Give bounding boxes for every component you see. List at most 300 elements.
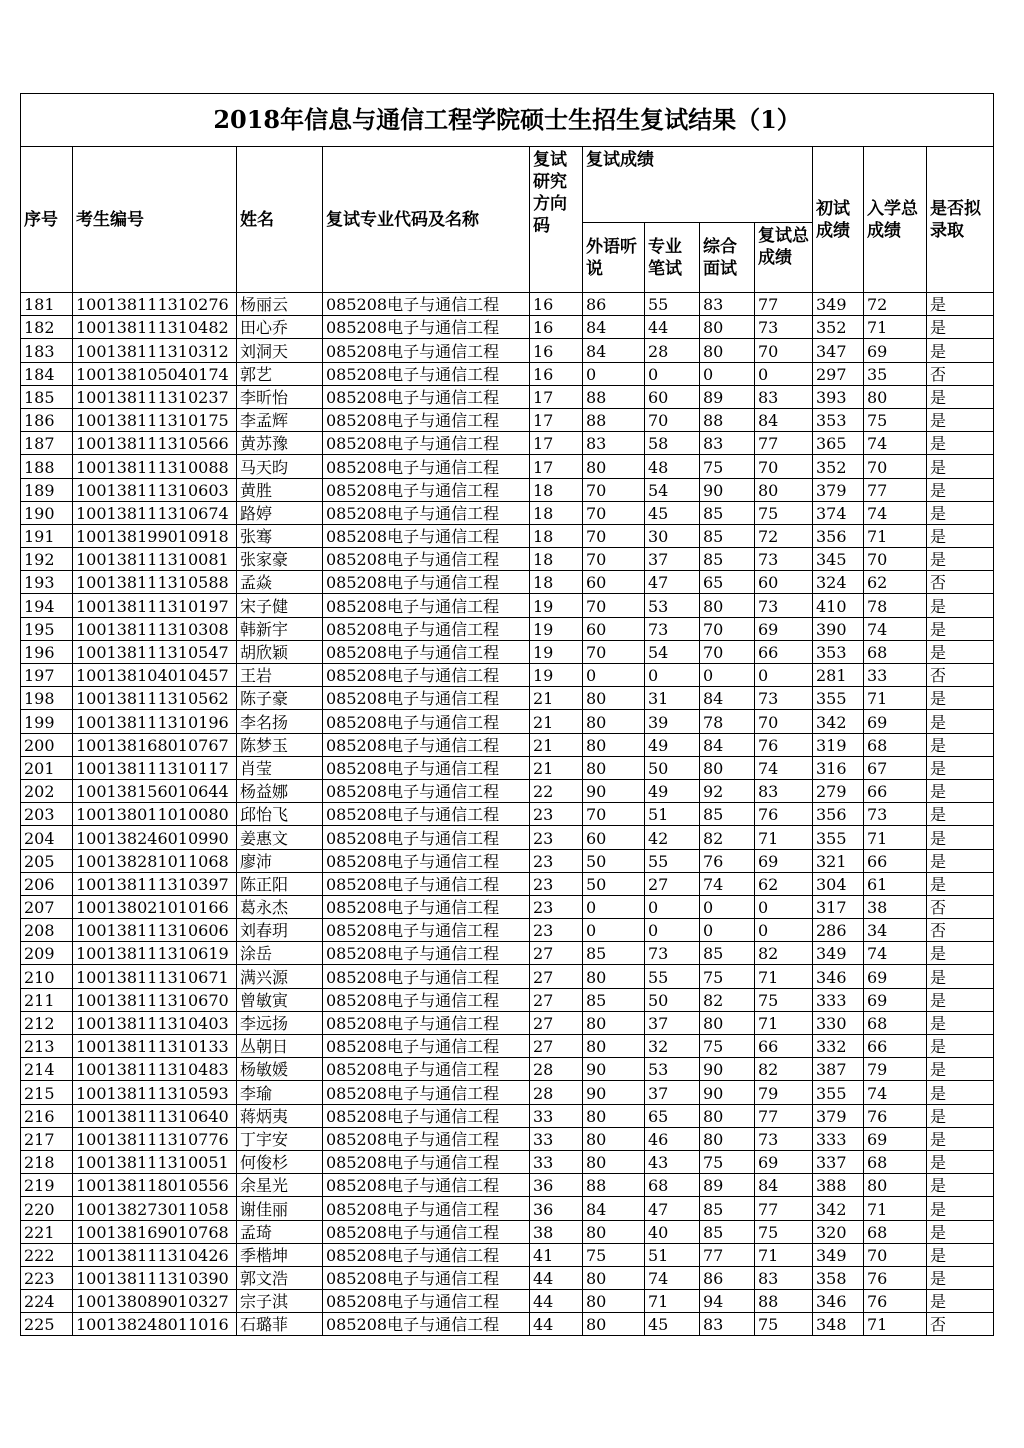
table-body: [21, 293, 994, 1336]
cell-interview: 75: [700, 1150, 755, 1173]
cell-exam-id: 100138111310088: [73, 455, 237, 478]
table-row: [21, 1266, 994, 1289]
table-row: [21, 803, 994, 826]
cell-direction: 41: [530, 1243, 583, 1266]
cell-admission-total: 78: [864, 594, 927, 617]
cell-name: 李远扬: [237, 1011, 323, 1034]
cell-direction: 44: [530, 1290, 583, 1313]
cell-major-written: 53: [645, 594, 700, 617]
cell-major-written: 43: [645, 1150, 700, 1173]
table-row: [21, 293, 994, 316]
cell-exam-id: 100138111310562: [73, 687, 237, 710]
cell-prelim: 388: [813, 1174, 864, 1197]
cell-interview: 85: [700, 1220, 755, 1243]
table-row: [21, 339, 994, 362]
cell-prelim: 410: [813, 594, 864, 617]
cell-prelim: 393: [813, 385, 864, 408]
cell-name: 宋子健: [237, 594, 323, 617]
cell-direction: 27: [530, 988, 583, 1011]
cell-major: 085208电子与通信工程: [323, 1197, 530, 1220]
cell-foreign-listen: 70: [583, 640, 645, 663]
cell-major: 085208电子与通信工程: [323, 664, 530, 687]
cell-seq: 199: [21, 710, 73, 733]
cell-foreign-listen: 70: [583, 803, 645, 826]
cell-interview: 0: [700, 664, 755, 687]
cell-retest-total: 71: [755, 1011, 813, 1034]
cell-admission-total: 76: [864, 1290, 927, 1313]
cell-prelim: 332: [813, 1035, 864, 1058]
header-foreign-listen: 外语听说: [583, 223, 645, 293]
cell-seq: 201: [21, 756, 73, 779]
cell-major: 085208电子与通信工程: [323, 1266, 530, 1289]
cell-exam-id: 100138111310237: [73, 385, 237, 408]
cell-name: 肖莹: [237, 756, 323, 779]
cell-name: 孟琦: [237, 1220, 323, 1243]
cell-interview: 75: [700, 455, 755, 478]
cell-prelim: 337: [813, 1150, 864, 1173]
cell-major: 085208电子与通信工程: [323, 478, 530, 501]
cell-exam-id: 100138111310593: [73, 1081, 237, 1104]
cell-interview: 82: [700, 988, 755, 1011]
cell-direction: 44: [530, 1266, 583, 1289]
cell-exam-id: 100138111310390: [73, 1266, 237, 1289]
cell-exam-id: 100138089010327: [73, 1290, 237, 1313]
cell-interview: 0: [700, 895, 755, 918]
cell-interview: 78: [700, 710, 755, 733]
cell-foreign-listen: 75: [583, 1243, 645, 1266]
cell-exam-id: 100138111310674: [73, 501, 237, 524]
cell-admit: 是: [927, 687, 994, 710]
cell-retest-total: 0: [755, 664, 813, 687]
cell-admit: 是: [927, 1081, 994, 1104]
cell-interview: 83: [700, 293, 755, 316]
cell-prelim: 342: [813, 710, 864, 733]
cell-major-written: 40: [645, 1220, 700, 1243]
cell-name: 丛朝日: [237, 1035, 323, 1058]
cell-seq: 186: [21, 408, 73, 431]
cell-prelim: 356: [813, 803, 864, 826]
cell-seq: 214: [21, 1058, 73, 1081]
cell-exam-id: 100138111310308: [73, 617, 237, 640]
cell-exam-id: 100138111310397: [73, 872, 237, 895]
cell-major: 085208电子与通信工程: [323, 1081, 530, 1104]
cell-retest-total: 71: [755, 965, 813, 988]
cell-prelim: 321: [813, 849, 864, 872]
cell-direction: 27: [530, 942, 583, 965]
cell-major: 085208电子与通信工程: [323, 826, 530, 849]
cell-major-written: 47: [645, 571, 700, 594]
cell-major: 085208电子与通信工程: [323, 1243, 530, 1266]
cell-major-written: 32: [645, 1035, 700, 1058]
page-title: 2018年信息与通信工程学院硕士生招生复试结果（1）: [21, 94, 994, 147]
cell-prelim: 356: [813, 524, 864, 547]
cell-interview: 92: [700, 779, 755, 802]
cell-prelim: 353: [813, 640, 864, 663]
cell-direction: 16: [530, 362, 583, 385]
cell-foreign-listen: 80: [583, 710, 645, 733]
cell-admission-total: 71: [864, 826, 927, 849]
cell-direction: 17: [530, 408, 583, 431]
cell-admission-total: 76: [864, 1104, 927, 1127]
cell-prelim: 379: [813, 478, 864, 501]
cell-direction: 18: [530, 548, 583, 571]
cell-major: 085208电子与通信工程: [323, 1174, 530, 1197]
cell-major: 085208电子与通信工程: [323, 501, 530, 524]
cell-interview: 84: [700, 733, 755, 756]
cell-seq: 198: [21, 687, 73, 710]
header-major: 复试专业代码及名称: [323, 147, 530, 293]
results-table: [20, 93, 994, 1336]
cell-retest-total: 72: [755, 524, 813, 547]
cell-name: 刘春玥: [237, 919, 323, 942]
cell-name: 廖沛: [237, 849, 323, 872]
cell-major: 085208电子与通信工程: [323, 1313, 530, 1336]
cell-admission-total: 71: [864, 1313, 927, 1336]
cell-major-written: 44: [645, 316, 700, 339]
cell-major: 085208电子与通信工程: [323, 362, 530, 385]
cell-name: 张骞: [237, 524, 323, 547]
table-row: [21, 478, 994, 501]
table-row: [21, 710, 994, 733]
cell-major: 085208电子与通信工程: [323, 1035, 530, 1058]
cell-major-written: 73: [645, 617, 700, 640]
cell-major: 085208电子与通信工程: [323, 803, 530, 826]
cell-direction: 23: [530, 895, 583, 918]
cell-name: 刘洞天: [237, 339, 323, 362]
cell-major-written: 55: [645, 293, 700, 316]
cell-admission-total: 68: [864, 1220, 927, 1243]
cell-prelim: 279: [813, 779, 864, 802]
cell-direction: 19: [530, 664, 583, 687]
cell-admit: 是: [927, 1058, 994, 1081]
cell-major-written: 51: [645, 1243, 700, 1266]
cell-major-written: 0: [645, 919, 700, 942]
cell-admit: 是: [927, 826, 994, 849]
cell-foreign-listen: 80: [583, 1313, 645, 1336]
cell-foreign-listen: 83: [583, 432, 645, 455]
cell-exam-id: 100138111310566: [73, 432, 237, 455]
cell-foreign-listen: 85: [583, 988, 645, 1011]
cell-foreign-listen: 0: [583, 362, 645, 385]
cell-major-written: 28: [645, 339, 700, 362]
cell-name: 石璐菲: [237, 1313, 323, 1336]
cell-direction: 16: [530, 339, 583, 362]
cell-foreign-listen: 80: [583, 687, 645, 710]
cell-major: 085208电子与通信工程: [323, 617, 530, 640]
cell-seq: 221: [21, 1220, 73, 1243]
cell-interview: 80: [700, 756, 755, 779]
cell-retest-total: 69: [755, 849, 813, 872]
cell-direction: 33: [530, 1150, 583, 1173]
cell-major: 085208电子与通信工程: [323, 385, 530, 408]
table-row: [21, 1243, 994, 1266]
cell-major-written: 55: [645, 965, 700, 988]
cell-admission-total: 68: [864, 733, 927, 756]
cell-prelim: 346: [813, 965, 864, 988]
cell-seq: 211: [21, 988, 73, 1011]
cell-retest-total: 75: [755, 1220, 813, 1243]
cell-seq: 203: [21, 803, 73, 826]
cell-prelim: 330: [813, 1011, 864, 1034]
cell-major: 085208电子与通信工程: [323, 965, 530, 988]
cell-admission-total: 74: [864, 942, 927, 965]
cell-retest-total: 77: [755, 293, 813, 316]
table-row: [21, 756, 994, 779]
cell-name: 陈子豪: [237, 687, 323, 710]
table-row: [21, 524, 994, 547]
cell-major: 085208电子与通信工程: [323, 293, 530, 316]
cell-major: 085208电子与通信工程: [323, 1058, 530, 1081]
cell-admit: 是: [927, 640, 994, 663]
cell-major-written: 0: [645, 895, 700, 918]
cell-foreign-listen: 60: [583, 571, 645, 594]
cell-prelim: 333: [813, 1127, 864, 1150]
cell-admit: 是: [927, 432, 994, 455]
table-row: [21, 1290, 994, 1313]
header-retest-scores: 复试成绩: [583, 147, 813, 223]
cell-admission-total: 80: [864, 385, 927, 408]
cell-name: 曾敏寅: [237, 988, 323, 1011]
cell-major-written: 49: [645, 779, 700, 802]
header-direction: 复试研究方向码: [530, 147, 583, 293]
cell-foreign-listen: 60: [583, 826, 645, 849]
cell-admission-total: 74: [864, 501, 927, 524]
cell-interview: 83: [700, 1313, 755, 1336]
cell-exam-id: 100138111310197: [73, 594, 237, 617]
cell-seq: 183: [21, 339, 73, 362]
cell-major: 085208电子与通信工程: [323, 455, 530, 478]
cell-name: 蒋炳夷: [237, 1104, 323, 1127]
cell-foreign-listen: 80: [583, 1104, 645, 1127]
table-row: [21, 1081, 994, 1104]
cell-exam-id: 100138111310603: [73, 478, 237, 501]
cell-direction: 17: [530, 455, 583, 478]
cell-seq: 192: [21, 548, 73, 571]
cell-direction: 33: [530, 1127, 583, 1150]
cell-admit: 是: [927, 756, 994, 779]
cell-retest-total: 79: [755, 1081, 813, 1104]
cell-interview: 85: [700, 803, 755, 826]
cell-retest-total: 75: [755, 988, 813, 1011]
table-row: [21, 1127, 994, 1150]
cell-direction: 36: [530, 1197, 583, 1220]
cell-admit: 是: [927, 524, 994, 547]
cell-exam-id: 100138111310483: [73, 1058, 237, 1081]
cell-foreign-listen: 80: [583, 1220, 645, 1243]
cell-exam-id: 100138111310588: [73, 571, 237, 594]
cell-foreign-listen: 86: [583, 293, 645, 316]
cell-direction: 27: [530, 1035, 583, 1058]
cell-major: 085208电子与通信工程: [323, 524, 530, 547]
cell-admission-total: 68: [864, 1011, 927, 1034]
cell-name: 姜惠文: [237, 826, 323, 849]
cell-exam-id: 100138111310671: [73, 965, 237, 988]
cell-major: 085208电子与通信工程: [323, 1011, 530, 1034]
cell-foreign-listen: 80: [583, 1035, 645, 1058]
cell-admit: 是: [927, 965, 994, 988]
cell-seq: 218: [21, 1150, 73, 1173]
cell-exam-id: 100138111310051: [73, 1150, 237, 1173]
cell-major: 085208电子与通信工程: [323, 942, 530, 965]
cell-admission-total: 68: [864, 640, 927, 663]
cell-foreign-listen: 80: [583, 756, 645, 779]
cell-seq: 222: [21, 1243, 73, 1266]
cell-major: 085208电子与通信工程: [323, 640, 530, 663]
cell-retest-total: 77: [755, 432, 813, 455]
cell-interview: 82: [700, 826, 755, 849]
cell-admit: 是: [927, 385, 994, 408]
cell-direction: 18: [530, 524, 583, 547]
cell-direction: 28: [530, 1081, 583, 1104]
cell-seq: 209: [21, 942, 73, 965]
cell-direction: 27: [530, 1011, 583, 1034]
cell-retest-total: 75: [755, 501, 813, 524]
cell-retest-total: 0: [755, 895, 813, 918]
cell-interview: 85: [700, 942, 755, 965]
cell-foreign-listen: 80: [583, 965, 645, 988]
cell-seq: 213: [21, 1035, 73, 1058]
table-row: [21, 594, 994, 617]
cell-major: 085208电子与通信工程: [323, 339, 530, 362]
cell-seq: 185: [21, 385, 73, 408]
cell-admission-total: 77: [864, 478, 927, 501]
cell-exam-id: 100138246010990: [73, 826, 237, 849]
cell-admit: 是: [927, 1266, 994, 1289]
cell-prelim: 353: [813, 408, 864, 431]
table-row: [21, 988, 994, 1011]
cell-name: 杨益娜: [237, 779, 323, 802]
cell-major-written: 54: [645, 640, 700, 663]
cell-admit: 是: [927, 779, 994, 802]
cell-exam-id: 100138111310606: [73, 919, 237, 942]
cell-admission-total: 73: [864, 803, 927, 826]
table-row: [21, 919, 994, 942]
cell-foreign-listen: 90: [583, 1081, 645, 1104]
cell-major-written: 49: [645, 733, 700, 756]
cell-prelim: 297: [813, 362, 864, 385]
cell-name: 黄胜: [237, 478, 323, 501]
table-row: [21, 408, 994, 431]
cell-seq: 191: [21, 524, 73, 547]
cell-admit: 是: [927, 849, 994, 872]
cell-admission-total: 75: [864, 408, 927, 431]
header-exam-id: 考生编号: [73, 147, 237, 293]
cell-retest-total: 83: [755, 1266, 813, 1289]
cell-admit: 是: [927, 455, 994, 478]
cell-major-written: 39: [645, 710, 700, 733]
cell-name: 陈正阳: [237, 872, 323, 895]
table-row: [21, 664, 994, 687]
cell-exam-id: 100138199010918: [73, 524, 237, 547]
cell-seq: 181: [21, 293, 73, 316]
cell-major-written: 58: [645, 432, 700, 455]
cell-major-written: 50: [645, 988, 700, 1011]
cell-seq: 212: [21, 1011, 73, 1034]
cell-name: 何俊杉: [237, 1150, 323, 1173]
cell-name: 谢佳丽: [237, 1197, 323, 1220]
cell-admission-total: 70: [864, 1243, 927, 1266]
table-row: [21, 733, 994, 756]
table-row: [21, 1058, 994, 1081]
table-row: [21, 779, 994, 802]
cell-direction: 33: [530, 1104, 583, 1127]
cell-seq: 195: [21, 617, 73, 640]
cell-foreign-listen: 70: [583, 524, 645, 547]
cell-foreign-listen: 60: [583, 617, 645, 640]
cell-major-written: 30: [645, 524, 700, 547]
header-name: 姓名: [237, 147, 323, 293]
cell-major-written: 37: [645, 1011, 700, 1034]
cell-seq: 215: [21, 1081, 73, 1104]
cell-foreign-listen: 88: [583, 1174, 645, 1197]
cell-prelim: 365: [813, 432, 864, 455]
cell-interview: 86: [700, 1266, 755, 1289]
cell-admit: 是: [927, 942, 994, 965]
cell-prelim: 304: [813, 872, 864, 895]
cell-prelim: 358: [813, 1266, 864, 1289]
cell-prelim: 355: [813, 826, 864, 849]
cell-name: 余星光: [237, 1174, 323, 1197]
cell-admission-total: 69: [864, 988, 927, 1011]
cell-interview: 83: [700, 432, 755, 455]
cell-interview: 89: [700, 1174, 755, 1197]
cell-exam-id: 100138111310403: [73, 1011, 237, 1034]
cell-exam-id: 100138111310276: [73, 293, 237, 316]
cell-interview: 89: [700, 385, 755, 408]
cell-prelim: 324: [813, 571, 864, 594]
cell-retest-total: 82: [755, 1058, 813, 1081]
table-row: [21, 640, 994, 663]
cell-major-written: 55: [645, 849, 700, 872]
cell-prelim: 316: [813, 756, 864, 779]
cell-exam-id: 100138248011016: [73, 1313, 237, 1336]
cell-exam-id: 100138111310670: [73, 988, 237, 1011]
cell-name: 郭文浩: [237, 1266, 323, 1289]
cell-seq: 216: [21, 1104, 73, 1127]
cell-interview: 0: [700, 919, 755, 942]
cell-major-written: 60: [645, 385, 700, 408]
cell-exam-id: 100138011010080: [73, 803, 237, 826]
cell-major-written: 54: [645, 478, 700, 501]
cell-admission-total: 74: [864, 1081, 927, 1104]
cell-admit: 是: [927, 293, 994, 316]
cell-prelim: 387: [813, 1058, 864, 1081]
cell-direction: 18: [530, 501, 583, 524]
cell-admission-total: 69: [864, 1127, 927, 1150]
cell-retest-total: 82: [755, 942, 813, 965]
cell-foreign-listen: 0: [583, 664, 645, 687]
cell-admit: 是: [927, 1150, 994, 1173]
cell-direction: 19: [530, 617, 583, 640]
cell-prelim: 374: [813, 501, 864, 524]
table-row: [21, 548, 994, 571]
cell-name: 李瑜: [237, 1081, 323, 1104]
cell-interview: 70: [700, 640, 755, 663]
cell-exam-id: 100138111310312: [73, 339, 237, 362]
cell-direction: 28: [530, 1058, 583, 1081]
cell-major-written: 45: [645, 501, 700, 524]
cell-seq: 187: [21, 432, 73, 455]
cell-major: 085208电子与通信工程: [323, 1127, 530, 1150]
cell-admit: 是: [927, 1035, 994, 1058]
header-seq: 序号: [21, 147, 73, 293]
cell-major-written: 50: [645, 756, 700, 779]
cell-admission-total: 70: [864, 548, 927, 571]
cell-retest-total: 76: [755, 733, 813, 756]
cell-major: 085208电子与通信工程: [323, 1290, 530, 1313]
cell-foreign-listen: 80: [583, 1127, 645, 1150]
cell-seq: 219: [21, 1174, 73, 1197]
